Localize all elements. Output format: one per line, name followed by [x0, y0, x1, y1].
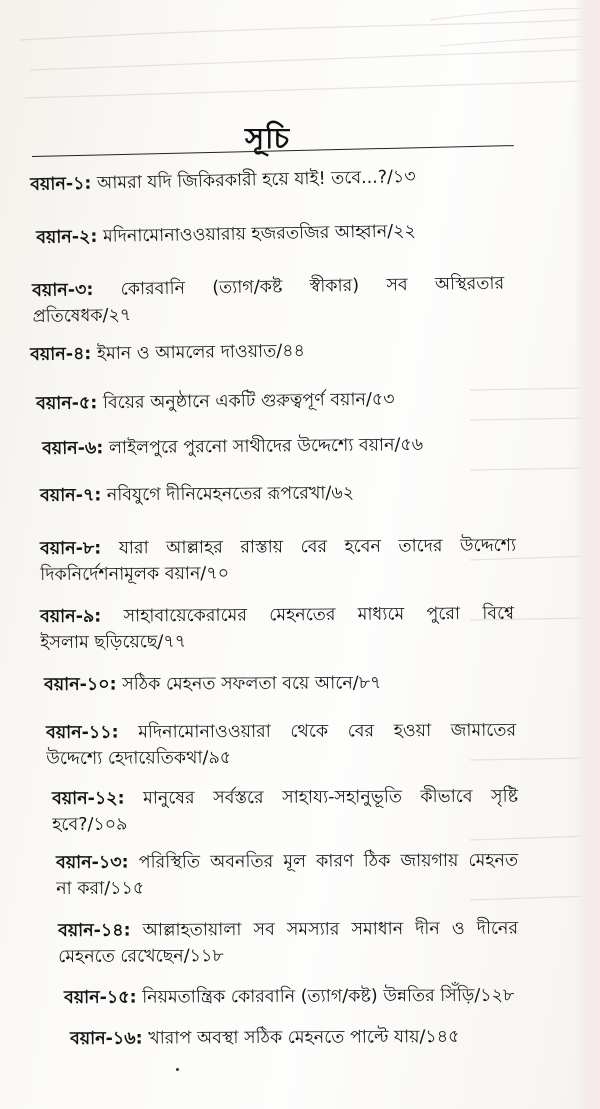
- entry-line: [64, 986, 514, 1008]
- contents-entry-4: [30, 338, 305, 368]
- contents-entry-14: [58, 916, 518, 970]
- entry-title: যারা আল্লাহর রাস্তায় বের হবেন তাদের উদ্দেশ্যে: [101, 535, 517, 559]
- entry-title: মদিনামোনাওওয়ারা থেকে বের হওয়া জামাতের: [118, 720, 517, 743]
- entry-title: লাইলপুরে পুরনো সাথীদের উদ্দেশ্যে বয়ান/৫৬: [103, 435, 424, 459]
- entry-number: বয়ান-১৫:: [64, 987, 137, 1008]
- entry-title: সাহাবায়েকেরামের মেহনতের মাধ্যমে পুরো বিশ্বে: [101, 603, 515, 627]
- entry-line: [58, 916, 518, 944]
- entry-title-continued: দিকনির্দেশনামূলক বয়ান/৭০: [40, 563, 230, 585]
- contents-entry-7: [40, 480, 354, 509]
- contents-entry-5: [36, 387, 395, 417]
- contents-entry-12: [52, 784, 518, 838]
- entry-line: [40, 483, 354, 506]
- entry-title-continued: না করা/১১৫: [56, 878, 145, 899]
- entry-line: [40, 533, 516, 562]
- entry-number: বয়ান-১২:: [52, 788, 125, 809]
- entry-line: [56, 848, 518, 876]
- entry-title: পরিস্থিতি অবনতির মূল কারণ ঠিক জায়গায় মেহনত: [128, 850, 519, 873]
- entry-title: সঠিক মেহনত সফলতা বয়ে আনে/৮৭: [116, 673, 382, 695]
- entry-title: নিয়মতান্ত্রিক কোরবানি (ত্যাগ/কষ্ট) উন্নতির সিঁড়ি/১২৮: [136, 985, 515, 1008]
- entry-title-continued: উদ্দেশ্যে হেদায়েতিকথা/৯৫: [46, 748, 232, 769]
- entry-number: বয়ান-৯:: [40, 606, 102, 627]
- entry-title-continued: ইসলাম ছড়িয়েছে/৭৭: [40, 631, 187, 653]
- entry-title: কোরবানি (ত্যাগ/কষ্ট স্বীকার) সব অস্থিরতার: [93, 273, 505, 301]
- entry-number: বয়ান-১:: [30, 173, 92, 195]
- contents-entry-13: [56, 848, 518, 902]
- entry-number: বয়ান-৬:: [42, 438, 104, 459]
- entry-line: [44, 673, 381, 695]
- entry-line: [46, 718, 516, 746]
- contents-entry-8: [40, 533, 516, 588]
- page-title: সূচি: [245, 121, 291, 155]
- contents-entry-3: [32, 271, 505, 330]
- entry-number: বয়ান-১৪:: [58, 920, 131, 941]
- contents-entry-2: [36, 218, 416, 251]
- entry-line: [30, 341, 305, 365]
- entry-line: [30, 167, 416, 195]
- entry-title: নবিযুগে দীনিমেহনতের রূপরেখা/৬২: [101, 483, 355, 506]
- entry-title: খারাপ অবস্থা সঠিক মেহনতে পাল্টে যায়/১৪৫: [142, 1026, 460, 1049]
- entry-number: বয়ান-২:: [36, 226, 98, 248]
- entry-line: [36, 221, 416, 248]
- entry-number: বয়ান-১১:: [46, 722, 119, 743]
- contents-entry-6: [42, 432, 423, 462]
- entry-title: মানুষের সর্বস্তরে সাহায্য-সহানুভূতি কীভাবে সৃষ্টি: [124, 786, 519, 809]
- contents-entry-10: [44, 670, 381, 698]
- contents-entry-9: [40, 601, 514, 656]
- entry-line: [42, 435, 423, 459]
- entry-title: আল্লাহতায়ালা সব সমস্যার সমাধান দীন ও দীনের: [130, 918, 519, 941]
- entry-title: মদিনামোনাওওয়ারায় হজরতজির আহ্বান/২২: [97, 221, 417, 247]
- entry-number: বয়ান-৮:: [40, 538, 102, 559]
- entry-title-continued: মেহনতে রেখেছেন/১১৮: [58, 946, 224, 967]
- entry-number: বয়ান-১৬:: [70, 1028, 143, 1049]
- contents-entry-16: [70, 1024, 460, 1052]
- entry-number: বয়ান-৭:: [40, 485, 102, 506]
- entry-line: [36, 390, 395, 414]
- entry-title-continued: প্রতিষেধক/২৭: [32, 305, 132, 327]
- entry-line: [70, 1027, 459, 1049]
- entry-number: বয়ান-৪:: [30, 344, 92, 365]
- contents-entry-1: [30, 164, 416, 198]
- entry-number: বয়ান-৩:: [32, 280, 94, 301]
- entry-number: বয়ান-১০:: [44, 674, 117, 695]
- contents-entry-11: [46, 718, 516, 772]
- page-dot: [176, 1068, 179, 1071]
- entry-line: [52, 784, 518, 812]
- entry-line: [40, 601, 514, 630]
- entry-number: বয়ান-১৩:: [56, 852, 129, 873]
- entry-number: বয়ান-৫:: [36, 393, 98, 414]
- entry-title: আমরা যদি জিকিরকারী হয়ে যাই! তবে...?/১৩: [91, 166, 416, 194]
- entry-title: ইমান ও আমলের দাওয়াত/৪৪: [91, 341, 306, 365]
- contents-entry-15: [64, 983, 514, 1011]
- entry-title: বিয়ের অনুষ্ঠানে একটি গুরুত্বপূর্ণ বয়ান/৫৩: [97, 389, 395, 414]
- entry-title-continued: হবে?/১০৯: [52, 814, 128, 835]
